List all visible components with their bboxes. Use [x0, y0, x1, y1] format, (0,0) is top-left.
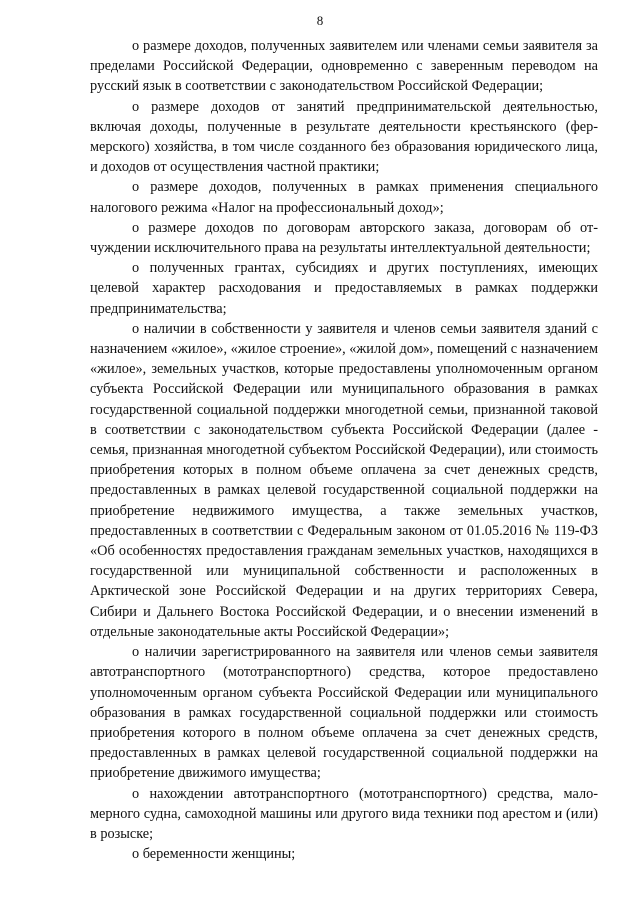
paragraph-business-income: о размере доходов от занятий предпринимательской деятельностью, включая доходы, полученные в результате деятельности крестьянского (фермерского) хозяйства, в том числе созданного без образования юридического лица, и доходов от осуществления частной практики;: [90, 98, 598, 176]
paragraph-real-estate: о наличии в собственности у заявителя и членов семьи заявителя зданий с назначением «жилое», «жилое строение», «жилой дом», помещений с назначением «жилое», земельных участков, которые предоставлены уполномоченным органом субъекта Российской Федерации или муниципального образования в рамках государственной социальной поддержки многодетной семьи, признанной таковой в соответствии с законодательством субъекта Российской Федерации (далее - семья, признанная многодетной субъектом Российской Федерации), или стоимость приобретения которых в полном объеме оплачена за счет денежных средств, предоставленных в рамках целевой государственной социальной поддержки на приобретение недвижимого имущества, а также земельных участков, предоставленных в соответствии с Федеральным законом от 01.05.2016 № 119-ФЗ «Об особенностях предоставления гражданам земельных участков, находящихся в государственной или муниципальной собственности и расположенных в Арктической зоне Российской Федерации и на других территориях Севера, Сибири и Дальнего Востока Российской Федерации, и о внесении изменений в отдельные законодательные акты Российской Федерации»;: [90, 320, 598, 640]
paragraph-grants-subsidies: о полученных грантах, субсидиях и других поступлениях, имеющих целевой характер расходования и предоставляемых в рамках поддержки предпринимательства;: [90, 260, 598, 317]
paragraph-pregnancy: о беременности женщины;: [132, 846, 296, 863]
paragraph-professional-income-tax: о размере доходов, полученных в рамках применения специального налогового режима «Налог на профессиональный доход»;: [90, 179, 598, 216]
page-number: 8: [316, 13, 324, 28]
document-body: [90, 36, 598, 864]
paragraph-vehicle-arrest: о нахождении автотранспортного (мототранспортного) средства, маломерного судна, самоходной машины или другого вида техники под арестом и (или) в розыске;: [90, 785, 598, 842]
paragraph-vehicle-registration: о наличии зарегистрированного на заявителя или членов семьи заявителя автотранспортного (мототранспортного) средства, которое предоставлено уполномоченным органом субъекта Российской Федерации или муниципального образования в рамках государственной социальной поддержки или стоимость приобретения которого в полном объеме оплачена за счет денежных средств, предоставленных в рамках целевой государственной социальной поддержки на приобретение движимого имущества;: [90, 644, 598, 782]
paragraph-foreign-income: о размере доходов, полученных заявителем или членами семьи заявителя за пределами Российской Федерации, одновременно с заверенным переводом на русский язык в соответствии с законодательством Российской Федерации;: [90, 38, 598, 95]
paragraph-copyright-income: о размере доходов по договорам авторского заказа, договорам об отчуждении исключительного права на результаты интеллектуальной деятельности;: [90, 219, 598, 257]
